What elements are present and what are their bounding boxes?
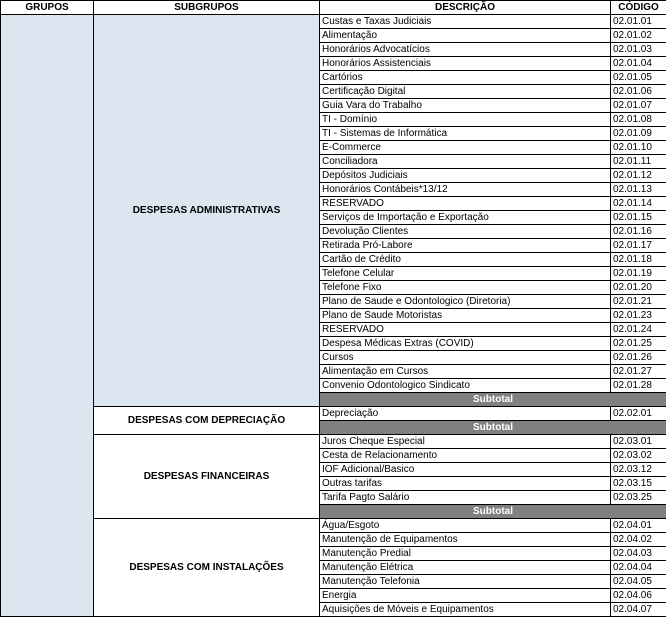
description-cell[interactable]: Guia Vara do Trabalho — [320, 99, 611, 113]
code-cell[interactable]: 02.01.05 — [611, 71, 666, 85]
code-cell[interactable]: 02.01.21 — [611, 295, 666, 309]
code-cell[interactable]: 02.04.07 — [611, 603, 666, 617]
description-cell[interactable]: Depreciação — [320, 407, 611, 421]
code-cell[interactable]: 02.01.16 — [611, 225, 666, 239]
description-cell[interactable]: IOF Adicional/Basico — [320, 463, 611, 477]
code-cell[interactable]: 02.01.26 — [611, 351, 666, 365]
description-cell[interactable]: Certificação Digital — [320, 85, 611, 99]
code-cell[interactable]: 02.04.06 — [611, 589, 666, 603]
description-cell[interactable]: Manutenção Elétrica — [320, 561, 611, 575]
code-cell[interactable]: 02.04.03 — [611, 547, 666, 561]
code-cell[interactable]: 02.03.15 — [611, 477, 666, 491]
description-cell[interactable]: Cartão de Crédito — [320, 253, 611, 267]
description-cell[interactable]: Telefone Fixo — [320, 281, 611, 295]
description-cell[interactable]: TI - Domínio — [320, 113, 611, 127]
code-cell[interactable]: 02.01.10 — [611, 141, 666, 155]
description-cell[interactable]: RESERVADO — [320, 323, 611, 337]
description-cell[interactable]: Água/Esgoto — [320, 519, 611, 533]
code-cell[interactable]: 02.01.24 — [611, 323, 666, 337]
header-descricao[interactable]: DESCRIÇÃO — [320, 1, 611, 15]
code-cell[interactable]: 02.01.25 — [611, 337, 666, 351]
header-row — [1, 1, 666, 15]
code-cell[interactable]: 02.01.15 — [611, 211, 666, 225]
code-cell[interactable]: 02.03.02 — [611, 449, 666, 463]
description-cell[interactable]: Juros Cheque Especial — [320, 435, 611, 449]
description-cell[interactable]: Plano de Saude e Odontologico (Diretoria) — [320, 295, 611, 309]
description-cell[interactable]: Manutenção Predial — [320, 547, 611, 561]
subtotal-cell[interactable]: Subtotal — [320, 393, 666, 407]
code-cell[interactable]: 02.01.06 — [611, 85, 666, 99]
code-cell[interactable]: 02.01.07 — [611, 99, 666, 113]
code-cell[interactable]: 02.01.23 — [611, 309, 666, 323]
code-cell[interactable]: 02.02.01 — [611, 407, 666, 421]
subtotal-cell[interactable]: Subtotal — [320, 505, 666, 519]
code-cell[interactable]: 02.01.08 — [611, 113, 666, 127]
code-cell[interactable]: 02.03.01 — [611, 435, 666, 449]
header-grupos[interactable]: GRUPOS — [1, 1, 94, 15]
code-cell[interactable]: 02.04.04 — [611, 561, 666, 575]
subgroup-cell[interactable]: DESPESAS COM DEPRECIAÇÃO — [94, 407, 320, 435]
code-cell[interactable]: 02.03.12 — [611, 463, 666, 477]
code-cell[interactable]: 02.04.01 — [611, 519, 666, 533]
description-cell[interactable]: Cursos — [320, 351, 611, 365]
description-cell[interactable]: Cartórios — [320, 71, 611, 85]
description-cell[interactable]: Honorários Assistenciais — [320, 57, 611, 71]
code-cell[interactable]: 02.01.09 — [611, 127, 666, 141]
description-cell[interactable]: Convenio Odontologico Sindicato — [320, 379, 611, 393]
description-cell[interactable]: Custas e Taxas Judiciais — [320, 15, 611, 29]
code-cell[interactable]: 02.03.25 — [611, 491, 666, 505]
code-cell[interactable]: 02.01.11 — [611, 155, 666, 169]
description-cell[interactable]: Tarifa Pagto Salário — [320, 491, 611, 505]
description-cell[interactable]: TI - Sistemas de Informática — [320, 127, 611, 141]
header-codigo[interactable]: CÓDIGO — [611, 1, 666, 15]
subgroup-cell[interactable]: DESPESAS FINANCEIRAS — [94, 435, 320, 519]
description-cell[interactable]: Despesa Médicas Extras (COVID) — [320, 337, 611, 351]
code-cell[interactable]: 02.01.14 — [611, 197, 666, 211]
code-cell[interactable]: 02.01.04 — [611, 57, 666, 71]
description-cell[interactable]: Plano de Saude Motoristas — [320, 309, 611, 323]
description-cell[interactable]: Energia — [320, 589, 611, 603]
code-cell[interactable]: 02.01.28 — [611, 379, 666, 393]
description-cell[interactable]: Manutenção de Equipamentos — [320, 533, 611, 547]
description-cell[interactable]: E-Commerce — [320, 141, 611, 155]
description-cell[interactable]: Alimentação em Cursos — [320, 365, 611, 379]
description-cell[interactable]: Telefone Celular — [320, 267, 611, 281]
code-cell[interactable]: 02.01.19 — [611, 267, 666, 281]
description-cell[interactable]: Manutenção Telefonia — [320, 575, 611, 589]
description-cell[interactable]: Honorários Contábeis*13/12 — [320, 183, 611, 197]
code-cell[interactable]: 02.01.01 — [611, 15, 666, 29]
code-cell[interactable]: 02.01.20 — [611, 281, 666, 295]
description-cell[interactable]: Cesta de Relacionamento — [320, 449, 611, 463]
header-subgrupos[interactable]: SUBGRUPOS — [94, 1, 320, 15]
table-body — [1, 1, 666, 617]
code-cell[interactable]: 02.01.18 — [611, 253, 666, 267]
code-cell[interactable]: 02.01.12 — [611, 169, 666, 183]
code-cell[interactable]: 02.04.05 — [611, 575, 666, 589]
table-row — [1, 407, 666, 421]
description-cell[interactable]: Alimentação — [320, 29, 611, 43]
code-cell[interactable]: 02.01.17 — [611, 239, 666, 253]
description-cell[interactable]: Serviços de Importação e Exportação — [320, 211, 611, 225]
code-cell[interactable]: 02.01.27 — [611, 365, 666, 379]
description-cell[interactable]: RESERVADO — [320, 197, 611, 211]
table-row — [1, 435, 666, 449]
code-cell[interactable]: 02.01.03 — [611, 43, 666, 57]
description-cell[interactable]: Depósitos Judiciais — [320, 169, 611, 183]
subgroup-cell[interactable]: DESPESAS COM INSTALAÇÕES — [94, 519, 320, 617]
description-cell[interactable]: Devolução Clientes — [320, 225, 611, 239]
description-cell[interactable]: Honorários Advocatícios — [320, 43, 611, 57]
description-cell[interactable]: Outras tarifas — [320, 477, 611, 491]
description-cell[interactable]: Retirada Pró-Labore — [320, 239, 611, 253]
table-row — [1, 519, 666, 533]
code-cell[interactable]: 02.01.13 — [611, 183, 666, 197]
description-cell[interactable]: Conciliadora — [320, 155, 611, 169]
group-cell[interactable] — [1, 15, 94, 617]
code-cell[interactable]: 02.04.02 — [611, 533, 666, 547]
code-cell[interactable]: 02.01.02 — [611, 29, 666, 43]
table-row — [1, 15, 666, 29]
subgroup-cell[interactable]: DESPESAS ADMINISTRATIVAS — [94, 15, 320, 407]
description-cell[interactable]: Aquisições de Móveis e Equipamentos — [320, 603, 611, 617]
subtotal-cell[interactable]: Subtotal — [320, 421, 666, 435]
